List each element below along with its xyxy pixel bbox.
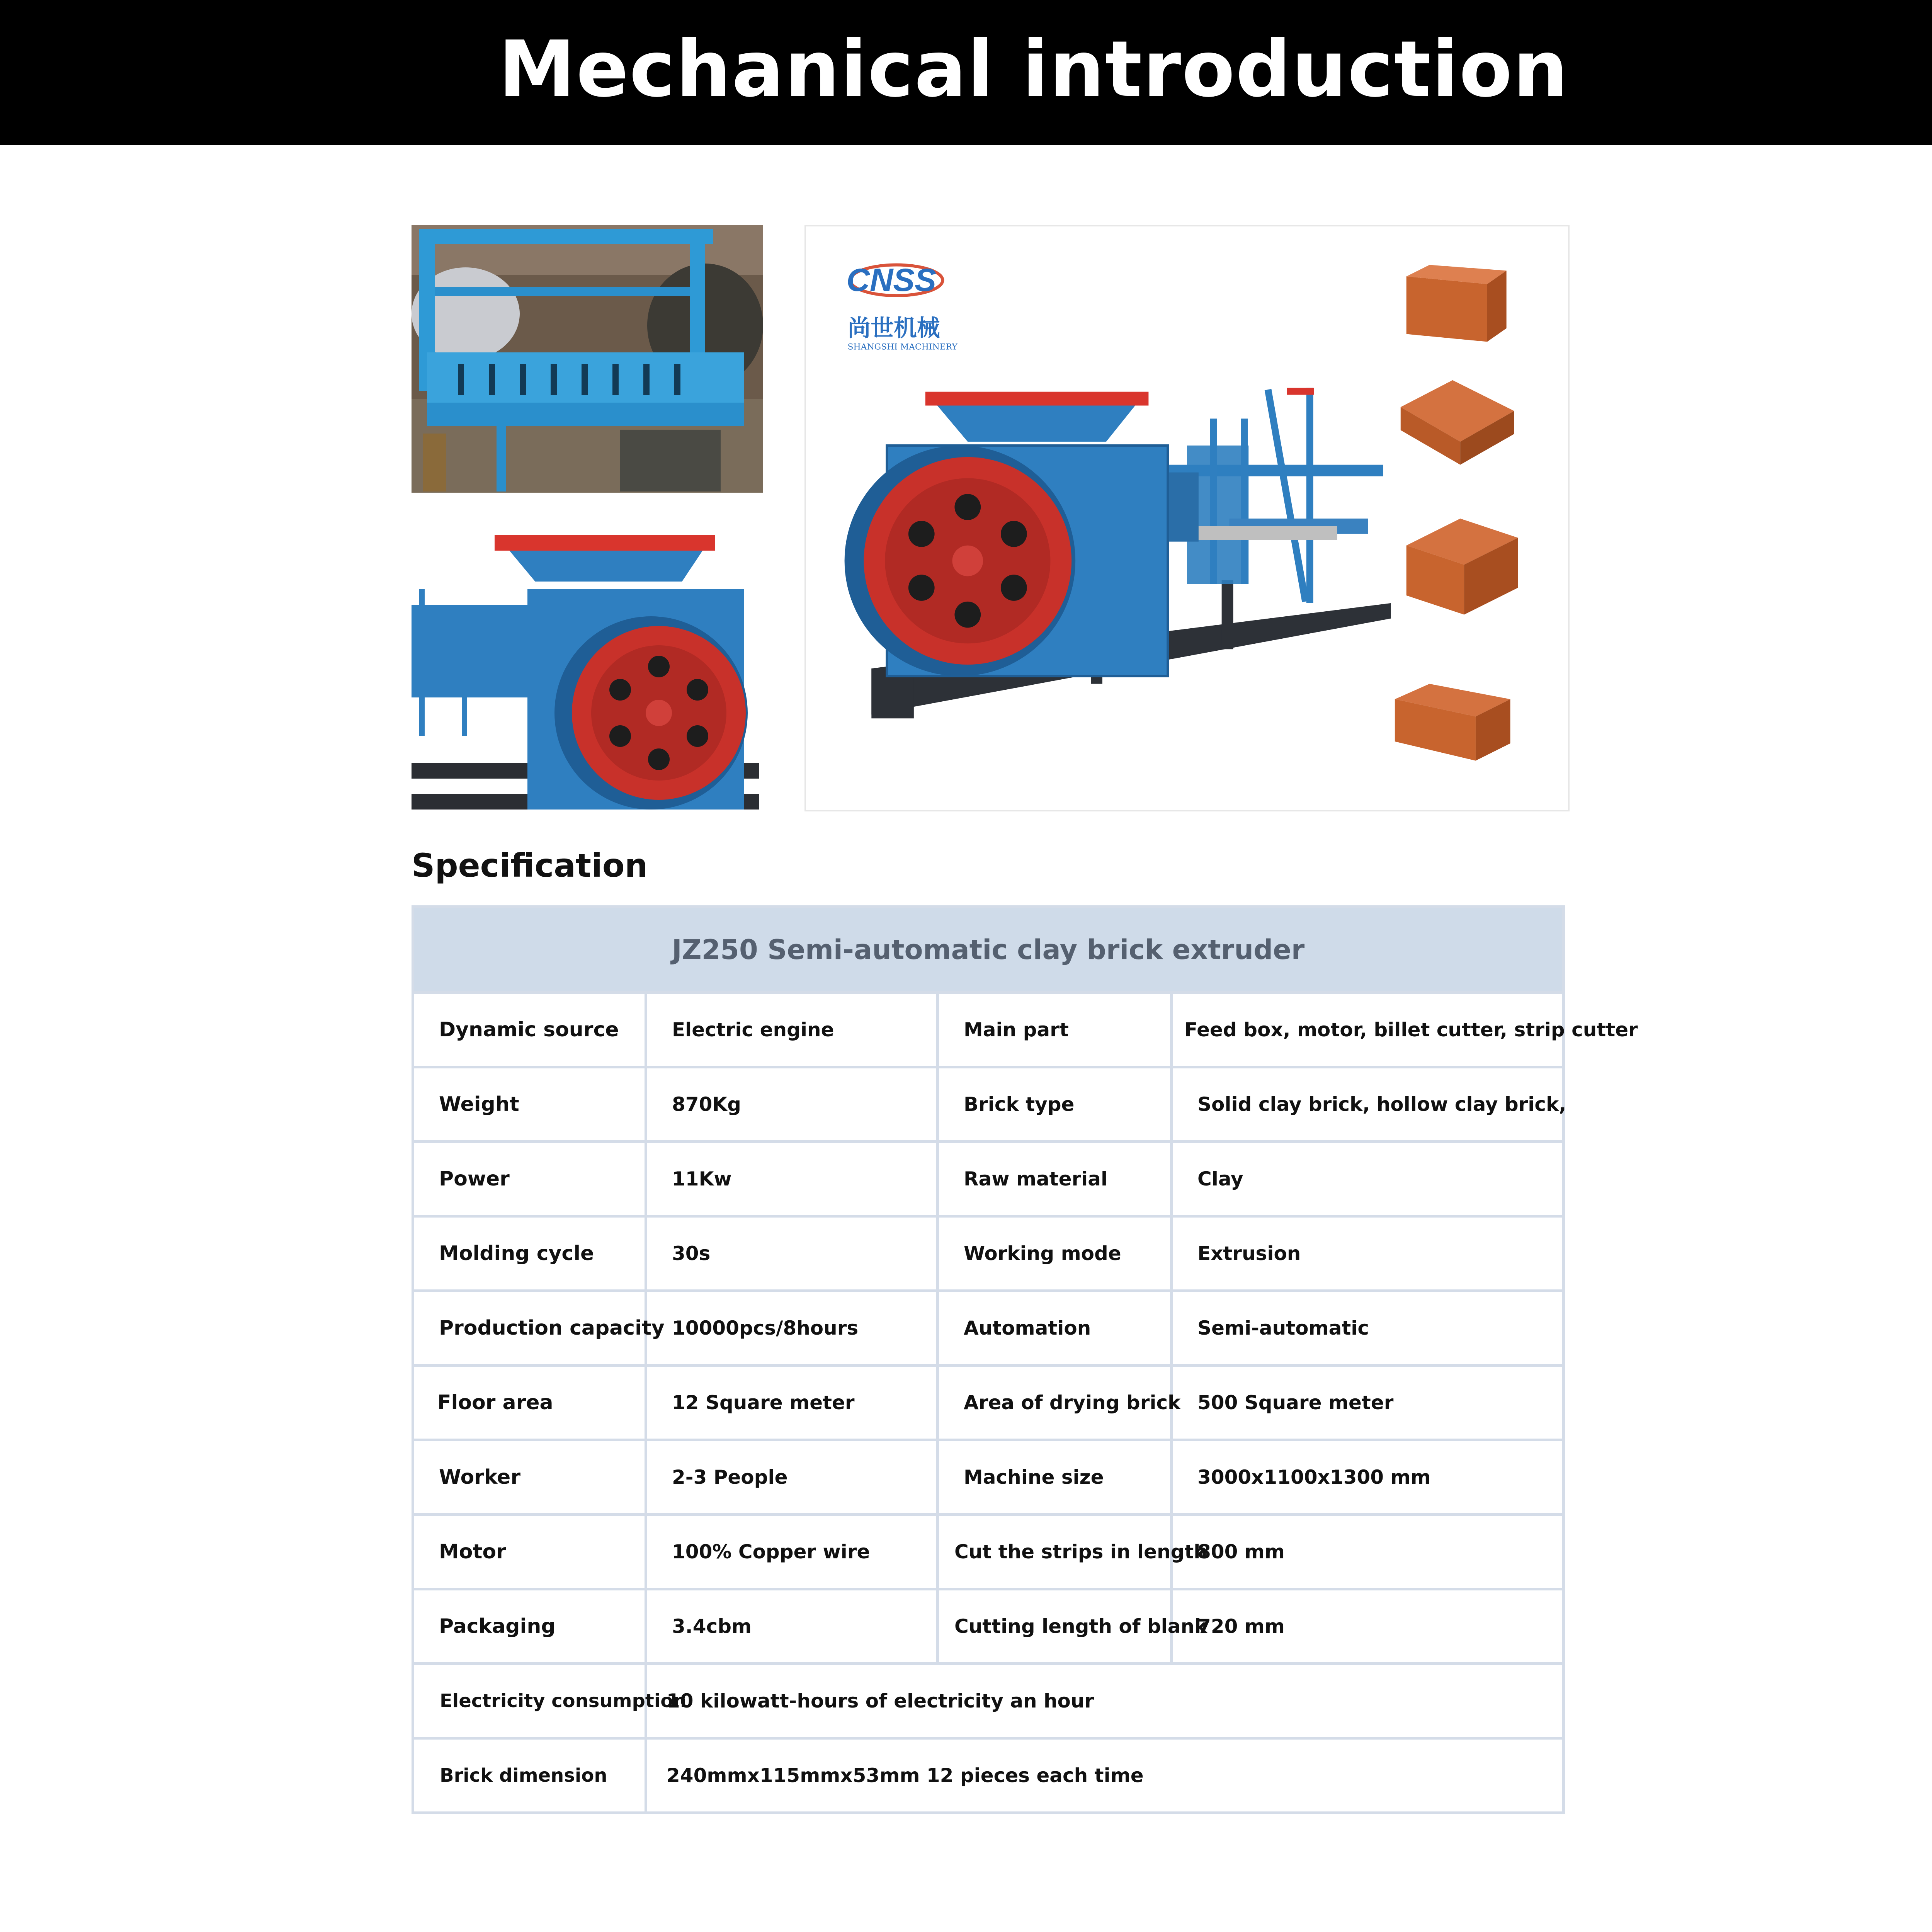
spec-table [412,905,1638,1814]
table-row [413,1589,1564,1664]
spec-label: Motor [413,1515,646,1589]
table-row [413,1142,1564,1216]
spec-value: Feed box, motor, billet cutter, strip cutter [1172,993,1564,1067]
spec-value: Solid clay brick, hollow clay brick, [1172,1067,1564,1142]
spec-table-title: JZ250 Semi-automatic clay brick extruder [413,907,1564,993]
spec-label: Automation [938,1291,1172,1366]
product-main-image [804,225,1570,811]
table-row [413,1067,1564,1142]
spec-label: Brick dimension [413,1738,646,1813]
spec-value: 240mmx115mmx53mm 12 pieces each time [646,1738,1564,1813]
spec-label: Brick type [938,1067,1172,1142]
spec-value: 11Kw [646,1142,938,1216]
spec-value: 3000x1100x1300 mm [1172,1440,1564,1515]
spec-label: Production capacity [413,1291,646,1366]
spec-value: Extrusion [1172,1216,1564,1291]
table-row [413,1738,1564,1813]
spec-label: Cutting length of blank [938,1589,1172,1664]
spec-value: Semi-automatic [1172,1291,1564,1366]
spec-value: 800 mm [1172,1515,1564,1589]
spec-value: 720 mm [1172,1589,1564,1664]
logo-text: CNSS [846,262,936,298]
spec-value: 100% Copper wire [646,1515,938,1589]
spec-value: 10000pcs/8hours [646,1291,938,1366]
spec-label: Floor area [413,1366,646,1440]
logo-cn: 尚世机械 [847,315,940,342]
spec-value: 3.4cbm [646,1589,938,1664]
table-row [413,1440,1564,1515]
spec-label: Weight [413,1067,646,1142]
spec-label: Cut the strips in length [938,1515,1172,1589]
spec-value: 870Kg [646,1067,938,1142]
table-row [413,1366,1564,1440]
spec-value: Clay [1172,1142,1564,1216]
specification-heading: Specification [412,847,648,884]
spec-label: Main part [938,993,1172,1067]
table-row [413,1664,1564,1738]
header-bar [0,0,1932,145]
spec-value: 500 Square meter [1172,1366,1564,1440]
page-title: Mechanical introduction [498,24,1569,114]
logo-en: SHANGSHI MACHINERY [847,342,957,352]
cutter-photo [412,225,763,493]
spec-label: Area of drying brick [938,1366,1172,1440]
spec-value: Electric engine [646,993,938,1067]
spec-label: Molding cycle [413,1216,646,1291]
spec-value: 2-3 People [646,1440,938,1515]
spec-label: Electricity consumption [413,1664,646,1738]
extruder-side-photo [412,535,759,810]
spec-label: Packaging [413,1589,646,1664]
spec-label: Working mode [938,1216,1172,1291]
spec-value: 10 kilowatt-hours of electricity an hour [646,1664,1564,1738]
spec-table-title-row [413,907,1564,993]
spec-label: Machine size [938,1440,1172,1515]
table-row [413,1216,1564,1291]
table-row [413,1291,1564,1366]
spec-value: 12 Square meter [646,1366,938,1440]
spec-label: Power [413,1142,646,1216]
spec-value: 30s [646,1216,938,1291]
table-row [413,993,1564,1067]
spec-label: Raw material [938,1142,1172,1216]
table-row [413,1515,1564,1589]
spec-label: Worker [413,1440,646,1515]
spec-label: Dynamic source [413,993,646,1067]
